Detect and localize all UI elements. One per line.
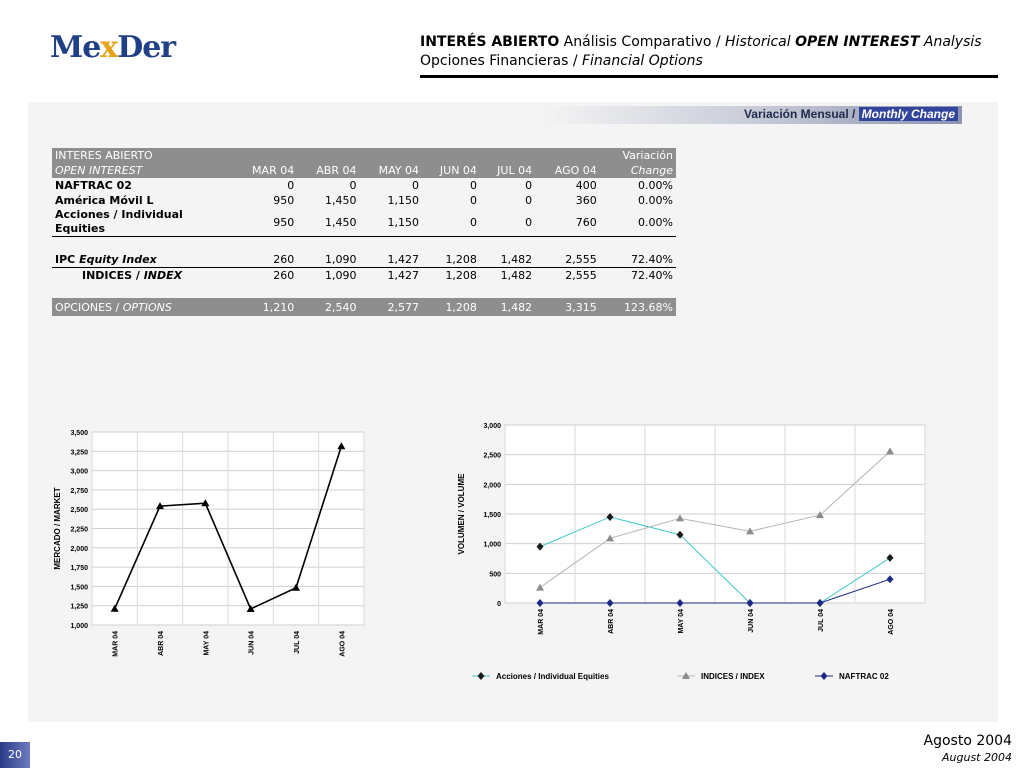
table-cell: 2,540 — [297, 298, 359, 316]
table-cell: 1,210 — [232, 298, 297, 316]
table-cell: 3,315 — [535, 298, 600, 316]
table-cell: 0 — [469, 179, 477, 192]
table-cell: 0 — [469, 194, 477, 207]
table-cell: 1,090 — [297, 252, 359, 268]
y-tick-label: 2,500 — [483, 452, 501, 460]
legend-label: Acciones / Individual Equities — [496, 672, 609, 681]
y-tick-label: 0 — [497, 601, 501, 608]
y-tick-label: 3,500 — [70, 430, 88, 437]
y-tick-label: 2,250 — [70, 526, 88, 534]
y-tick-label: 3,000 — [483, 423, 501, 430]
header-divider — [420, 75, 998, 78]
y-tick-label: 1,000 — [70, 623, 88, 630]
table-cell: 72.40% — [600, 252, 676, 268]
table-cell: 400 — [575, 179, 597, 192]
x-tick-label: JUL 04 — [294, 631, 301, 654]
table-cell: 123.68% — [600, 298, 676, 316]
table-cell: 1,150 — [359, 208, 421, 237]
table-cell: 0 — [422, 208, 480, 237]
table-cell: 1,150 — [387, 194, 419, 207]
x-tick-label: ABR 04 — [608, 609, 615, 634]
month-header: AGO 04 — [535, 163, 600, 178]
table-cell: 1,482 — [500, 269, 533, 282]
page-number: 20 — [0, 742, 30, 768]
row-label: Acciones / Individual Equities — [52, 208, 232, 237]
month-header: MAY 04 — [359, 163, 421, 178]
table-row — [52, 252, 676, 268]
table-cell: 1,450 — [297, 208, 359, 237]
banner-label-es: Variación Mensual / — [743, 107, 859, 121]
table-cell: 950 — [273, 194, 295, 207]
table-cell: 1,427 — [387, 269, 419, 282]
x-tick-label: MAY 04 — [678, 609, 685, 634]
table-cell: 760 — [535, 208, 600, 237]
month-header: JUN 04 — [422, 163, 480, 178]
x-tick-label: ABR 04 — [158, 631, 165, 656]
table-cell: 360 — [575, 194, 597, 207]
table-cell: 0.00% — [638, 179, 673, 192]
table-cell: 260 — [273, 269, 295, 282]
page-subtitle: Opciones Financieras / Financial Options — [420, 53, 703, 69]
header-title-en: OPEN INTEREST — [55, 164, 143, 177]
month-header: ABR 04 — [297, 163, 359, 178]
month-header: MAR 04 — [232, 163, 297, 178]
market-line-chart — [40, 420, 380, 680]
y-tick-label: 1,250 — [70, 603, 88, 611]
table-cell: 2,577 — [359, 298, 421, 316]
table-cell: 1,208 — [422, 298, 480, 316]
table-cell: 1,450 — [324, 194, 357, 207]
x-tick-label: JUL 04 — [818, 609, 825, 632]
table-cell: 1,482 — [480, 252, 535, 268]
table-cell: 0 — [480, 208, 535, 237]
y-axis-label: VOLUMEN / VOLUME — [457, 473, 466, 555]
footer-date-es: Agosto 2004 — [923, 733, 1012, 749]
table-cell: 0.00% — [600, 208, 676, 237]
table-cell: 72.40% — [631, 269, 673, 282]
table-row — [52, 298, 676, 316]
row-label: IPC Equity Index — [52, 252, 232, 268]
table-cell: 1,208 — [445, 269, 477, 282]
month-header: JUL 04 — [480, 163, 535, 178]
table-cell: 950 — [232, 208, 297, 237]
table-cell: 1,427 — [359, 252, 421, 268]
table-cell: 0 — [349, 179, 357, 192]
row-label: NAFTRAC 02 — [55, 179, 132, 192]
legend-marker — [821, 672, 828, 680]
table-row — [52, 178, 676, 193]
header-change-es: Variación — [600, 148, 676, 163]
x-tick-label: AGO 04 — [888, 609, 895, 635]
y-tick-label: 1,000 — [483, 541, 501, 549]
x-tick-label: JUN 04 — [248, 631, 256, 655]
x-tick-label: MAY 04 — [203, 631, 211, 656]
header-title-es: INTERES ABIERTO — [52, 148, 232, 163]
y-axis-label: MERCADO / MARKET — [53, 487, 62, 570]
x-tick-label: MAR 04 — [538, 609, 545, 635]
y-tick-label: 3,250 — [70, 449, 88, 457]
table-cell: 1,482 — [480, 298, 535, 316]
y-tick-label: 3,000 — [70, 468, 88, 476]
table-row — [52, 268, 676, 284]
legend-label: INDICES / INDEX — [701, 672, 765, 681]
y-tick-label: 2,500 — [70, 507, 88, 515]
page-title: INTERÉS ABIERTO Análisis Comparativo / Historical OPEN INTEREST Analysis — [420, 34, 982, 50]
legend-label: NAFTRAC 02 — [839, 672, 889, 681]
table-cell: 260 — [232, 252, 297, 268]
table-header-row — [52, 163, 676, 178]
y-tick-label: 2,750 — [70, 487, 88, 495]
x-tick-label: JUN 04 — [748, 609, 755, 633]
row-label: América Móvil L — [55, 194, 154, 207]
y-tick-label: 2,000 — [70, 545, 88, 553]
x-tick-label: AGO 04 — [339, 631, 347, 657]
title-es: INTERÉS ABIERTO — [420, 34, 560, 50]
header-change-en: Change — [630, 164, 673, 177]
mexder-logo: MexDer — [50, 30, 176, 65]
y-tick-label: 2,000 — [483, 482, 501, 490]
table-cell: 0 — [525, 194, 533, 207]
y-tick-label: 1,500 — [70, 584, 88, 592]
x-tick-label: MAR 04 — [112, 631, 120, 657]
row-label: OPCIONES / OPTIONS — [52, 298, 232, 316]
table-row — [52, 208, 676, 237]
row-label: INDICES / INDEX — [82, 269, 183, 282]
table-cell: 1,208 — [422, 252, 480, 268]
legend-marker — [478, 672, 485, 680]
section-banner — [540, 106, 962, 124]
open-interest-table — [52, 148, 676, 316]
table-cell: 0.00% — [638, 194, 673, 207]
footer-date-en: August 2004 — [942, 751, 1012, 764]
table-cell: 2,555 — [535, 252, 600, 268]
y-tick-label: 1,500 — [483, 512, 501, 519]
table-cell: 0 — [525, 179, 533, 192]
table-cell: 0 — [411, 179, 419, 192]
y-tick-label: 500 — [489, 571, 501, 579]
table-cell: 2,555 — [565, 269, 597, 282]
volume-line-chart — [450, 415, 950, 695]
table-cell: 0 — [287, 179, 295, 192]
table-cell: 1,090 — [324, 269, 357, 282]
table-header-row — [52, 148, 676, 163]
banner-label-en: Monthly Change — [859, 107, 958, 121]
table-row — [52, 193, 676, 208]
y-tick-label: 1,750 — [70, 565, 88, 573]
